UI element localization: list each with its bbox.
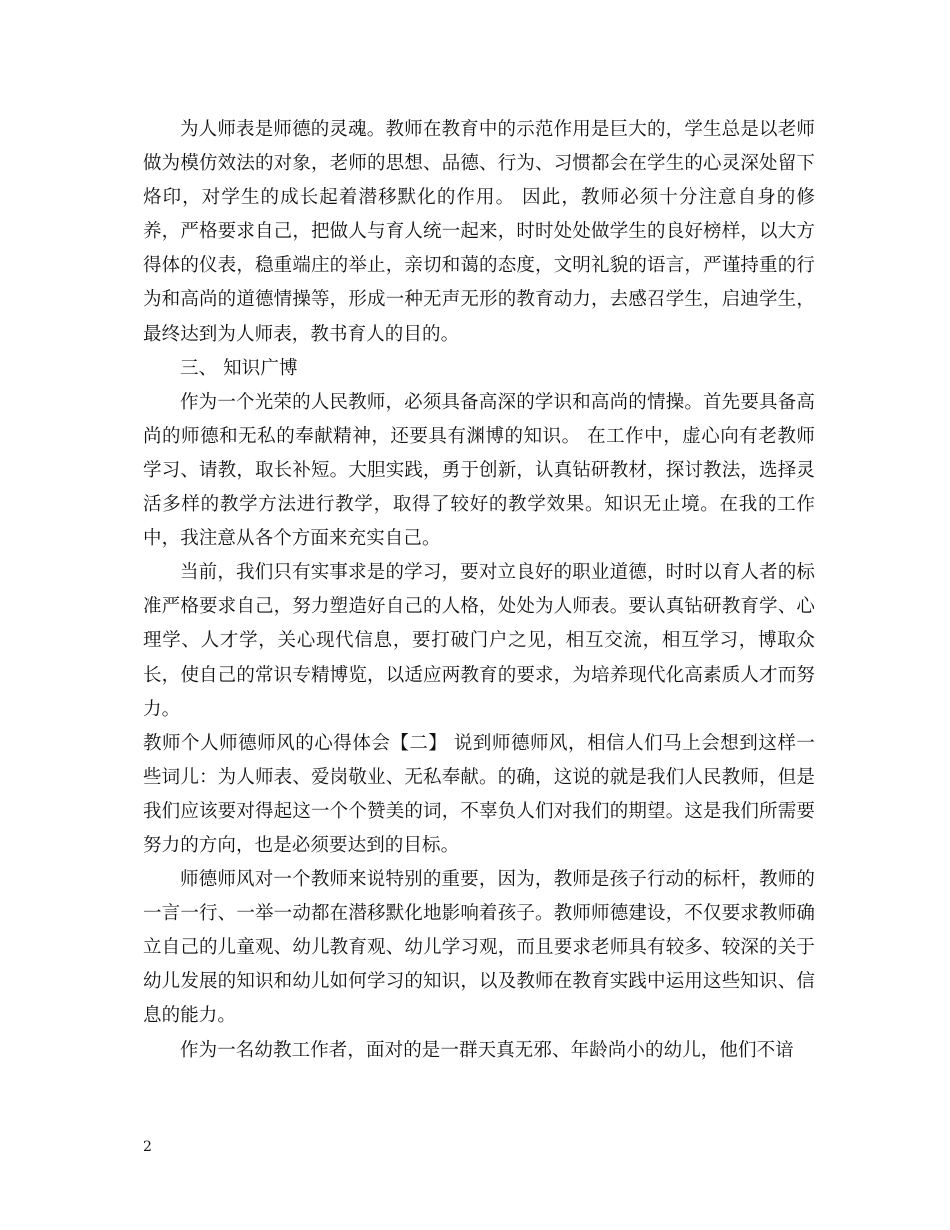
paragraph-preschool-teacher: 作为一名幼教工作者，面对的是一群天真无邪、年龄尚小的幼儿，他们不谙 [180, 1039, 794, 1061]
paragraph-ethics-importance: 师德师风对一个教师来说特别的重要，因为，教师是孩子行动的标杆，教师的一言一行、一举一动都在潜移默化地影响着孩子。教师师德建设，不仅要求教师确立自己的儿童观、幼儿教育观、幼儿学习观，而且要求老师具有较多、较深的关于幼儿发展的知识和幼儿如何学习的知识，以及教师在教育实践中运用这些知识、信息的能力。 [143, 869, 815, 1027]
page-number: 2 [143, 1139, 152, 1155]
document-body [143, 113, 815, 1068]
paragraph-essay-two-intro: 教师个人师德师风的心得体会【二】 说到师德师风，相信人们马上会想到这样一些词儿：为人师表、爱岗敬业、无私奉献。的确，这说的就是我们人民教师，但是我们应该要对得起这一个个赞美的词，不辜负人们对我们的期望。这是我们所需要努力的方向，也是必须要达到的目标。 [143, 732, 815, 856]
section-heading-knowledge: 三、 知识广博 [180, 357, 298, 379]
paragraph-current-study: 当前，我们只有实事求是的学习，要对立良好的职业道德，时时以育人者的标准严格要求自己，努力塑造好自己的人格，处处为人师表。要认真钻研教育学、心理学、人才学，关心现代信息，要打破门户之见，相互交流，相互学习，博取众长，使自己的常识专精博览，以适应两教育的要求，为培养现代化高素质人才而努力。 [143, 562, 815, 720]
paragraph-knowledge: 作为一个光荣的人民教师，必须具备高深的学识和高尚的情操。首先要具备高尚的师德和无私的奉献精神，还要具有渊博的知识。 在工作中，虚心向有老教师学习、请教，取长补短。大胆实践，勇于创新，认真钻研教材，探讨教法，选择灵活多样的教学方法进行教学，取得了较好的教学效果。知识无止境。在我的工作中，我注意从各个方面来充实自己。 [143, 391, 815, 550]
paragraph-role-model: 为人师表是师德的灵魂。教师在教育中的示范作用是巨大的，学生总是以老师做为模仿效法的对象，老师的思想、品德、行为、习惯都会在学生的心灵深处留下烙印，对学生的成长起着潜移默化的作用。 因此，教师必须十分注意自身的修养，严格要求自己，把做人与育人统一起来，时时处处做学生的良好榜样，以大方得体的仪表，稳重端庄的举止，亲切和蔼的态度，文明礼貌的语言，严谨持重的行为和高尚的道德情操等，形成一种无声无形的教育动力，去感召学生，启迪学生，最终达到为人师表，教书育人的目的。 [143, 119, 815, 345]
